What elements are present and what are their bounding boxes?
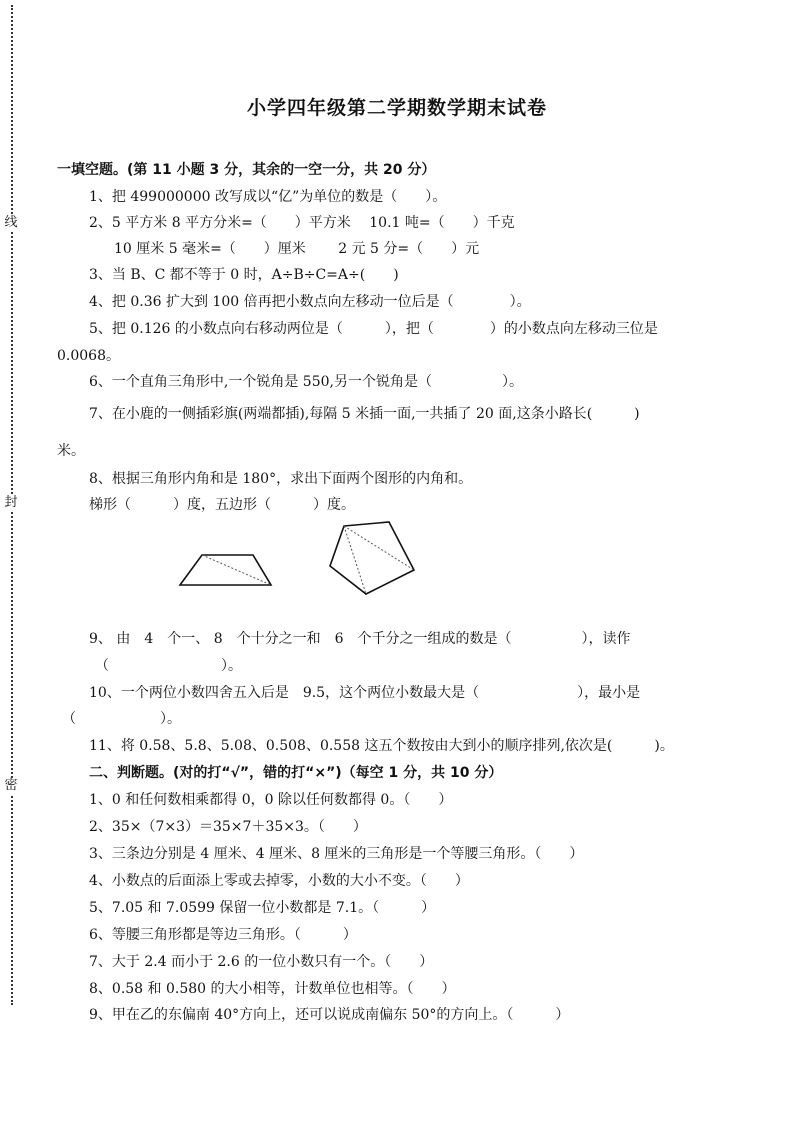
question-9b: （ ）。 [95,658,242,674]
question-6: 6、一个直角三角形中,一个锐角是 550,另一个锐角是（ ）。 [89,374,523,390]
section2-heading: 二、判断题。(对的打“√”，错的打“×”)（每空 1 分，共 10 分） [89,765,503,781]
question-11: 11、将 0.58、5.8、5.08、0.508、0.558 这五个数按由大到小的顺序排列,依次是( )。 [89,738,674,754]
judgement-item-6: 6、等腰三角形都是等边三角形。（ ） [89,927,357,943]
question-10b: （ ）。 [62,711,181,727]
judgement-item-2: 2、35×（7×3）＝35×7＋35×3。（ ） [89,819,367,835]
question-2b: 10 厘米 5 毫米=（ ）厘米 2 元 5 分=（ ）元 [114,241,480,257]
judgement-item-1: 1、0 和任何数相乘都得 0，0 除以任何数都得 0。（ ） [89,792,453,808]
question-2a: 2、5 平方米 8 平方分米=（ ）平方米 10.1 吨=（ ）千克 [89,215,515,231]
pentagon-diagonal-2 [344,526,366,594]
page-title: 小学四年级第二学期数学期末试卷 [246,97,547,119]
question-5a: 5、把 0.126 的小数点向右移动两位是（ ），把（ ）的小数点向左移动三位是 [89,321,658,337]
judgement-item-4: 4、小数点的后面添上零或去掉零，小数的大小不变。（ ） [89,873,469,889]
binding-char-mi: 密 [4,778,18,793]
judgement-item-7: 7、大于 2.4 而小于 2.6 的一位小数只有一个。（ ） [89,954,434,970]
question-9a: 9、 由 4 个一、 8 个十分之一和 6 个千分之一组成的数是（ ），读作 [89,631,631,647]
question-3: 3、当 B、C 都不等于 0 时，A÷B÷C=A÷( ) [89,267,399,283]
question-5b: 0.0068。 [57,348,120,364]
question-4: 4、把 0.36 扩大到 100 倍再把小数点向左移动一位后是（ ）。 [89,294,531,310]
question-1: 1、把 499000000 改写成以“亿”为单位的数是（ ）。 [89,189,447,205]
binding-char-xian: 线 [4,215,18,230]
trapezoid-diagonal [202,555,271,585]
question-8a: 8、根据三角形内角和是 180°，求出下面两个图形的内角和。 [89,471,473,487]
pentagon-outline [330,522,414,594]
section1-heading: 一填空题。(第 11 小题 3 分，其余的一空一分，共 20 分） [57,162,436,178]
question-7b: 米。 [57,443,85,459]
trapezoid-outline [180,555,271,585]
judgement-item-8: 8、0.58 和 0.580 的大小相等，计数单位也相等。（ ） [89,981,456,997]
judgement-item-5: 5、7.05 和 7.0599 保留一位小数都是 7.1。（ ） [89,900,436,916]
question-10a: 10、一个两位小数四舍五入后是 9.5，这个两位小数最大是（ ），最小是 [89,685,641,701]
question-8b: 梯形（ ）度，五边形（ ）度。 [89,497,355,513]
judgement-item-3: 3、三条边分别是 4 厘米、4 厘米、8 厘米的三角形是一个等腰三角形。（ ） [89,846,584,862]
trapezoid-figure [175,550,275,590]
pentagon-diagonal-1 [344,526,414,570]
pentagon-figure [326,518,418,598]
binding-char-feng: 封 [4,495,18,510]
question-7a: 7、在小鹿的一侧插彩旗(两端都插),每隔 5 米插一面,一共插了 20 面,这条小路长( ) [89,406,640,422]
judgement-item-9: 9、甲在乙的东偏南 40°方向上，还可以说成南偏东 50°的方向上。（ ） [89,1007,570,1023]
